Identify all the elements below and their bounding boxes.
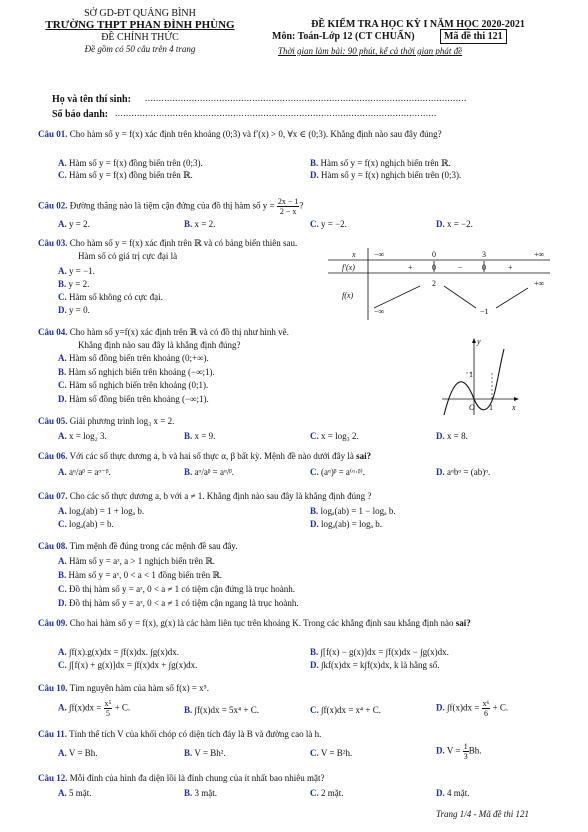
question-label: Câu 02. (38, 200, 68, 211)
q9-option-b[interactable]: B. ∫[f(x) − g(x)]dx = ∫f(x)dx − ∫g(x)dx. (310, 647, 449, 657)
function-graph (440, 335, 520, 417)
table-fp-zero-2: 0 (482, 263, 486, 272)
q1-option-d[interactable]: D. Hàm số y = f(x) nghịch biến trên (0;3). (310, 170, 462, 180)
q6-option-c[interactable]: C. (aᵅ)ᵝ = a⁽ᵅ·ᵝ⁾. (310, 467, 365, 477)
question-text: Đường thẳng nào là tiệm cận đứng của đồ thị hàm số y = (69, 200, 275, 211)
graph-x-label: x (512, 403, 516, 412)
school-name: TRƯỜNG THPT PHAN ĐÌNH PHÙNG (45, 19, 235, 31)
question-1 (38, 128, 442, 141)
q12-option-a[interactable]: A. 5 mặt. (58, 788, 92, 798)
sbd-dots[interactable]: ..................................................................................................................... (115, 108, 437, 118)
question-label: Câu 06. (38, 451, 68, 461)
exam-time: Thời gian làm bài: 90 phút, kể cả thời gian phát đề (278, 46, 463, 56)
question-2: Câu 02. Đường thẳng nào là tiệm cận đứng của đồ thị hàm số y = $\frac{2x - 1}{2 - x}$ ? (38, 197, 304, 216)
question-text: Cho hàm số y = f(x) xác định trên ℝ và có bảng biến thiên sau. (69, 238, 298, 248)
official-label: ĐỀ CHÍNH THỨC (101, 32, 179, 43)
question-5 (38, 415, 174, 428)
q7-option-a[interactable]: A. logₐ(ab) = 1 + logₐ b. (58, 506, 145, 516)
q5-option-d[interactable]: D. x = 8. (436, 431, 468, 441)
q2-option-b[interactable]: B. x = 2. (184, 219, 216, 229)
graph-y-one: 1 (469, 370, 473, 379)
table-fp-zero-1: 0 (432, 263, 436, 272)
q8-option-b[interactable]: B. Hàm số y = aˣ, 0 < a < 1 đồng biến trên ℝ. (58, 570, 223, 580)
q2-option-c[interactable]: C. y = −2. (310, 219, 347, 229)
q8-option-c[interactable]: C. Đồ thị hàm số y = aˣ, 0 < a ≠ 1 có tiệm cận đứng là trục hoành. (58, 584, 296, 594)
table-min: −1 (480, 307, 489, 316)
q1-option-b[interactable]: B. Hàm số y = f(x) nghịch biến trên ℝ. (310, 158, 451, 168)
exam-note: Đề gồm có 50 câu trên 4 trang (84, 44, 196, 54)
q3-option-a[interactable]: A. y = −1. (58, 266, 95, 276)
exam-code: Mã đề thi 121 (440, 29, 507, 44)
question-label: Câu 11. (38, 729, 68, 739)
fraction: $\frac{2x - 1}{2 - x}$ (277, 197, 299, 216)
table-plus-1: + (408, 263, 413, 272)
q5-option-a[interactable]: A. x = log₂ 3. (58, 431, 107, 441)
graph-origin: O (469, 403, 475, 412)
table-f-label: f(x) (342, 291, 354, 300)
q7-option-b[interactable]: B. logₐ(ab) = 1 − logₐ b. (310, 506, 396, 516)
name-label: Họ và tên thí sinh: (52, 94, 131, 105)
question-text: Cho hai hàm số y = f(x), g(x) là các hàm liên tục trên khoảng K. Trong các khẳng định sau khẳng định nào (69, 618, 454, 628)
graph-x-one: 1 (489, 403, 493, 412)
q10-option-b[interactable]: B. ∫f(x)dx = 5x⁴ + C. (184, 705, 260, 715)
question-10 (38, 682, 209, 695)
question-label: Câu 07. (38, 491, 68, 501)
question-8 (38, 540, 237, 553)
q10-option-a[interactable]: A. ∫f(x)dx = $\frac{\text{x⁵}}{5}$ + C. (58, 699, 131, 718)
q12-option-b[interactable]: B. 3 mặt. (184, 788, 218, 798)
question-label: Câu 01. (38, 129, 68, 139)
q11-option-c[interactable]: C. V = B²h. (310, 748, 353, 758)
table-three: 3 (482, 250, 486, 259)
question-11 (38, 728, 321, 741)
q9-option-a[interactable]: A. ∫f(x).g(x)dx = ∫f(x)dx. ∫g(x)dx. (58, 647, 179, 657)
question-label: Câu 08. (38, 541, 68, 551)
question-text: Cho các số thực dương a, b với a ≠ 1. Khẳng định nào sau đây là khẳng định đúng ? (69, 491, 372, 501)
q2-option-d[interactable]: D. x = −2. (436, 219, 473, 229)
question-text: Cho hàm số y=f(x) xác định trên ℝ và có đồ thị như hình vẽ. (69, 327, 289, 337)
question-4-line2: Khẳng định nào sau đây là khẳng định đúng? (78, 340, 241, 350)
exam-title: ĐỀ KIỂM TRA HỌC KỲ I NĂM HỌC 2020-2021 (311, 19, 525, 30)
graph-y-label: y (477, 337, 481, 346)
q6-option-a[interactable]: A. aᵅ/aᵝ = aᵅ⁻ᵝ. (58, 467, 111, 477)
question-text: Tìm mệnh đề đúng trong các mệnh đề sau đây. (69, 541, 238, 551)
q9-option-d[interactable]: D. ∫kf(x)dx = k∫f(x)dx, k là hằng số. (310, 660, 440, 670)
q11-option-d[interactable]: D. V = $\frac{1}{3}$ Bh. (436, 742, 482, 761)
table-plus-2: + (508, 263, 513, 272)
table-minus: − (458, 263, 463, 272)
question-text: Giải phương trình log₃ x = 2. (69, 416, 175, 426)
question-12 (38, 772, 324, 785)
question-3 (38, 237, 297, 250)
q9-option-c[interactable]: C. ∫[f(x) + g(x)]dx = ∫f(x)dx + ∫g(x)dx. (58, 660, 198, 670)
q5-option-b[interactable]: B. x = 9. (184, 431, 216, 441)
table-fp-label: f′(x) (342, 263, 355, 272)
question-7 (38, 490, 371, 503)
table-ninf: −∞ (374, 250, 385, 259)
q10-option-d[interactable]: D. ∫f(x)dx = $\frac{\text{x⁶}}{6}$ + C. (436, 699, 509, 718)
question-label: Câu 04. (38, 327, 68, 337)
q6-option-d[interactable]: D. aᵅbᵅ = (ab)ᵅ. (436, 467, 491, 477)
q6-option-b[interactable]: B. aᵅ/aᵝ = aᵅ/ᵝ. (184, 467, 235, 477)
question-label: Câu 10. (38, 683, 68, 693)
question-label: Câu 05. (38, 416, 68, 426)
question-text: Cho hàm số y = f(x) xác định trên khoảng (0;3) và f′(x) > 0, ∀x ∈ (0;3). Khẳng định nào sau đây đúng? (69, 129, 442, 139)
q8-option-d[interactable]: D. Đồ thị hàm số y = aˣ, 0 < a ≠ 1 có tiệm cận ngang là trục hoành. (58, 598, 299, 608)
q10-option-c[interactable]: C. ∫f(x)dx = x⁴ + C. (310, 705, 381, 715)
question-text: Với các số thực dương a, b và hai số thực α, β bất kỳ. Mệnh đề nào dưới đây là (69, 451, 354, 461)
table-x-label: x (352, 250, 356, 259)
name-dots[interactable]: ..................................................................................................................... (145, 93, 467, 103)
q1-option-a[interactable]: A. Hàm số y = f(x) đồng biến trên (0;3). (58, 158, 203, 168)
question-text: Mỗi đỉnh của hình đa diện lồi là đỉnh chung của ít nhất bao nhiêu mặt? (69, 773, 325, 783)
page-footer: Trang 1/4 - Mã đề thi 121 (436, 809, 530, 819)
question-label: Câu 12. (38, 773, 68, 783)
q4-option-c[interactable]: C. Hàm số nghịch biến trên khoảng (0;1). (58, 380, 209, 390)
q2-option-a[interactable]: A. y = 2. (58, 219, 90, 229)
q11-option-a[interactable]: A. V = Bh. (58, 748, 98, 758)
variation-table (328, 248, 550, 320)
q4-option-b[interactable]: B. Hàm số nghịch biến trên khoảng (−∞;1). (58, 367, 215, 377)
question-6: Câu 06. Với các số thực dương a, b và hai số thực α, β bất kỳ. Mệnh đề nào dưới đây là sai? (38, 451, 372, 461)
table-zero: 0 (432, 250, 436, 259)
question-4 (38, 326, 289, 339)
q5-option-c[interactable]: C. x = log₃ 2. (310, 431, 359, 441)
table-pinf: +∞ (534, 250, 545, 259)
q4-option-d[interactable]: D. Hàm số đồng biến trên khoảng (−∞;1). (58, 394, 209, 404)
q3-option-d[interactable]: D. y = 0. (58, 305, 90, 315)
question-3-line2: Hàm số có giá trị cực đại là (78, 251, 178, 261)
sbd-label: Số báo danh: (52, 109, 109, 120)
question-9: Câu 09. Cho hai hàm số y = f(x), g(x) là các hàm liên tục trên khoảng K. Trong các khẳng định sau khẳng định nào sai? (38, 618, 471, 628)
table-max: 2 (432, 279, 436, 288)
q3-option-b[interactable]: B. y = 2. (58, 279, 90, 289)
q7-option-d[interactable]: D. logₐ(ab) = logₐ b. (310, 519, 382, 529)
question-text: Tính thể tích V của khối chóp có diện tích đáy là B và đường cao là h. (69, 729, 322, 739)
question-text: Tìm nguyên hàm của hàm số f(x) = x⁵. (69, 683, 210, 693)
q12-option-c[interactable]: C. 2 mặt. (310, 788, 344, 798)
q11-option-b[interactable]: B. V = Bh². (184, 748, 226, 758)
table-ninf-f: −∞ (374, 307, 385, 316)
question-label: Câu 09. (38, 618, 68, 628)
dept-name: SỞ GD-ĐT QUẢNG BÌNH (84, 8, 196, 19)
q4-option-a[interactable]: A. Hàm số đồng biến trên khoảng (0;+∞). (58, 353, 209, 363)
question-label: Câu 03. (38, 238, 68, 248)
q1-option-c[interactable]: C. Hàm số y = f(x) đồng biến trên ℝ. (58, 170, 193, 180)
q12-option-d[interactable]: D. 4 mặt. (436, 788, 470, 798)
q8-option-a[interactable]: A. Hàm số y = aˣ, a > 1 nghịch biến trên ℝ. (58, 556, 215, 566)
q7-option-c[interactable]: C. logₐ(ab) = b. (58, 519, 114, 529)
q3-option-c[interactable]: C. Hàm số không có cực đại. (58, 292, 163, 302)
exam-subject: Môn: Toán-Lớp 12 (CT CHUẨN) (272, 31, 415, 42)
table-pinf-f: +∞ (534, 279, 545, 288)
